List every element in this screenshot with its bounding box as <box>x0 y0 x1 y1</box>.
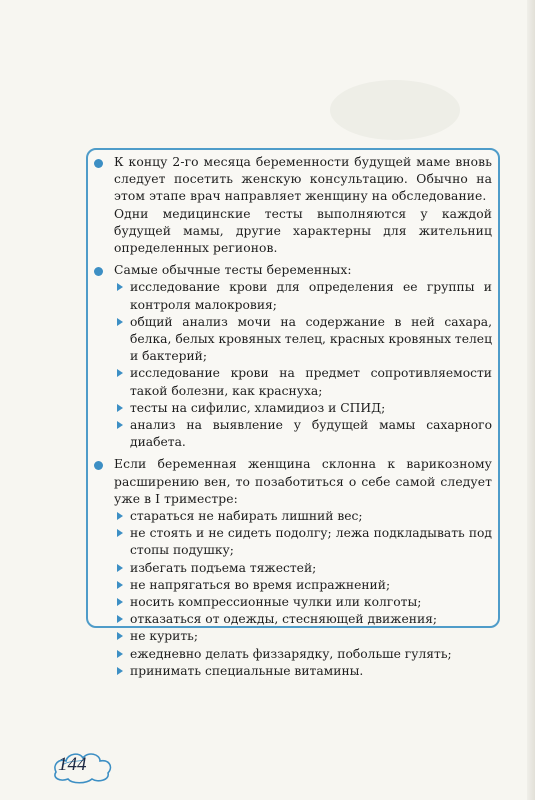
list-item: не стоять и не сидеть подолгу; лежа подкладывать под стопы подушку; <box>114 525 492 559</box>
list-item: носить компрессионные чулки или колготы; <box>114 594 492 611</box>
triangle-bullet-icon <box>117 581 123 589</box>
triangle-bullet-icon <box>117 318 123 326</box>
section-checkup <box>96 154 492 257</box>
info-box <box>86 148 500 678</box>
list-item: тесты на сифилис, хламидиоз и СПИД; <box>114 400 492 417</box>
background-smudge <box>330 80 460 140</box>
list-item: общий анализ мочи на содержание в ней сахара, белка, белых кровяных телец, красных кровяных телец и бактерий; <box>114 314 492 366</box>
triangle-bullet-icon <box>117 512 123 520</box>
list-item: стараться не набирать лишний вес; <box>114 508 492 525</box>
page-number-badge <box>50 746 116 786</box>
round-bullet-icon <box>94 461 103 470</box>
list-item: принимать специальные витамины. <box>114 663 492 680</box>
triangle-bullet-icon <box>117 369 123 377</box>
list-item: отказаться от одежды, стесняющей движения; <box>114 611 492 628</box>
round-bullet-icon <box>94 159 103 168</box>
section-varicose <box>96 456 492 680</box>
round-bullet-icon <box>94 267 103 276</box>
triangle-bullet-icon <box>117 564 123 572</box>
triangle-bullet-icon <box>117 632 123 640</box>
triangle-bullet-icon <box>117 283 123 291</box>
triangle-bullet-icon <box>117 650 123 658</box>
tests-list <box>96 279 492 451</box>
list-item: анализ на выявление у будущей мамы сахарного диабета. <box>114 417 492 451</box>
list-item: исследование крови на предмет сопротивляемости такой болезни, как краснуха; <box>114 365 492 399</box>
list-item: не напрягаться во время испражнений; <box>114 577 492 594</box>
paragraph: Если беременная женщина склонна к варикозному расширению вен, то позаботиться о себе самой следует уже в I триместре: <box>114 457 492 506</box>
list-item: ежедневно делать физзарядку, побольше гулять; <box>114 646 492 663</box>
triangle-bullet-icon <box>117 667 123 675</box>
advice-list <box>96 508 492 680</box>
triangle-bullet-icon <box>117 529 123 537</box>
paragraph: Самые обычные тесты беременных: <box>114 263 352 278</box>
triangle-bullet-icon <box>117 615 123 623</box>
list-item: исследование крови для определения ее группы и контроля малокровия; <box>114 279 492 313</box>
page-number: 144 <box>58 754 87 775</box>
list-item: избегать подъема тяжестей; <box>114 560 492 577</box>
paragraph: К концу 2-го месяца беременности будущей маме вновь следует посетить женскую консультацию. Обычно на этом этапе врач направляет женщину на обследование. <box>114 155 492 204</box>
page-edge <box>527 0 535 800</box>
triangle-bullet-icon <box>117 404 123 412</box>
paragraph: Одни медицинские тесты выполняются у каждой будущей мамы, другие характерны для жительниц определенных регионов. <box>114 206 492 256</box>
triangle-bullet-icon <box>117 421 123 429</box>
section-tests <box>96 262 492 451</box>
triangle-bullet-icon <box>117 598 123 606</box>
list-item: не курить; <box>114 628 492 645</box>
